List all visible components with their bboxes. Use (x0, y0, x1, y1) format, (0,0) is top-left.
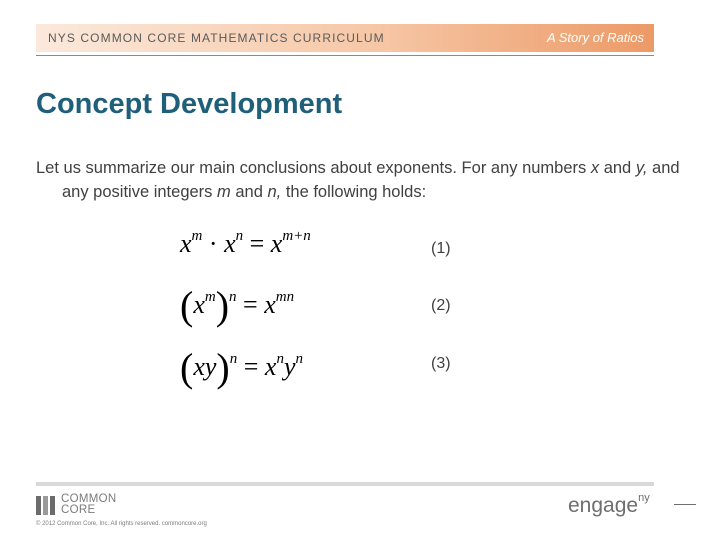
header-band (36, 24, 654, 52)
formula-product-power-rule: $(xy)^n = x^ny^n$ (180, 345, 304, 390)
logo-bars-icon (36, 496, 55, 515)
intro-paragraph: Let us summarize our main conclusions about exponents. For any numbers x and y, and any positive integers m and n, the following holds: (36, 159, 680, 201)
page-title: Concept Development (36, 88, 343, 120)
logo-line-1: COMMON (61, 493, 117, 505)
common-core-logo (36, 494, 116, 516)
header-divider (36, 55, 654, 56)
logo-line-2: CORE (61, 504, 96, 516)
footer-divider (36, 482, 654, 486)
formula-power-rule: $(x^m)^n = x^{mn}$ (180, 283, 295, 328)
story-title: A Story of Ratios (546, 30, 644, 45)
formula-label-1: (1) (431, 240, 451, 257)
engageny-logo: engage$^{ny}$ (568, 492, 650, 517)
formula-label-2: (2) (431, 297, 451, 314)
page-marker-line (674, 504, 696, 505)
curriculum-header: NYS COMMON CORE MATHEMATICS CURRICULUM (48, 31, 385, 45)
formula-label-3: (3) (431, 355, 451, 372)
formula-product-rule: $x^m \cdot x^n = x^{m+n}$ (180, 228, 311, 258)
copyright-notice: © 2012 Common Core, Inc. All rights reserved. commoncore.org (36, 521, 207, 527)
